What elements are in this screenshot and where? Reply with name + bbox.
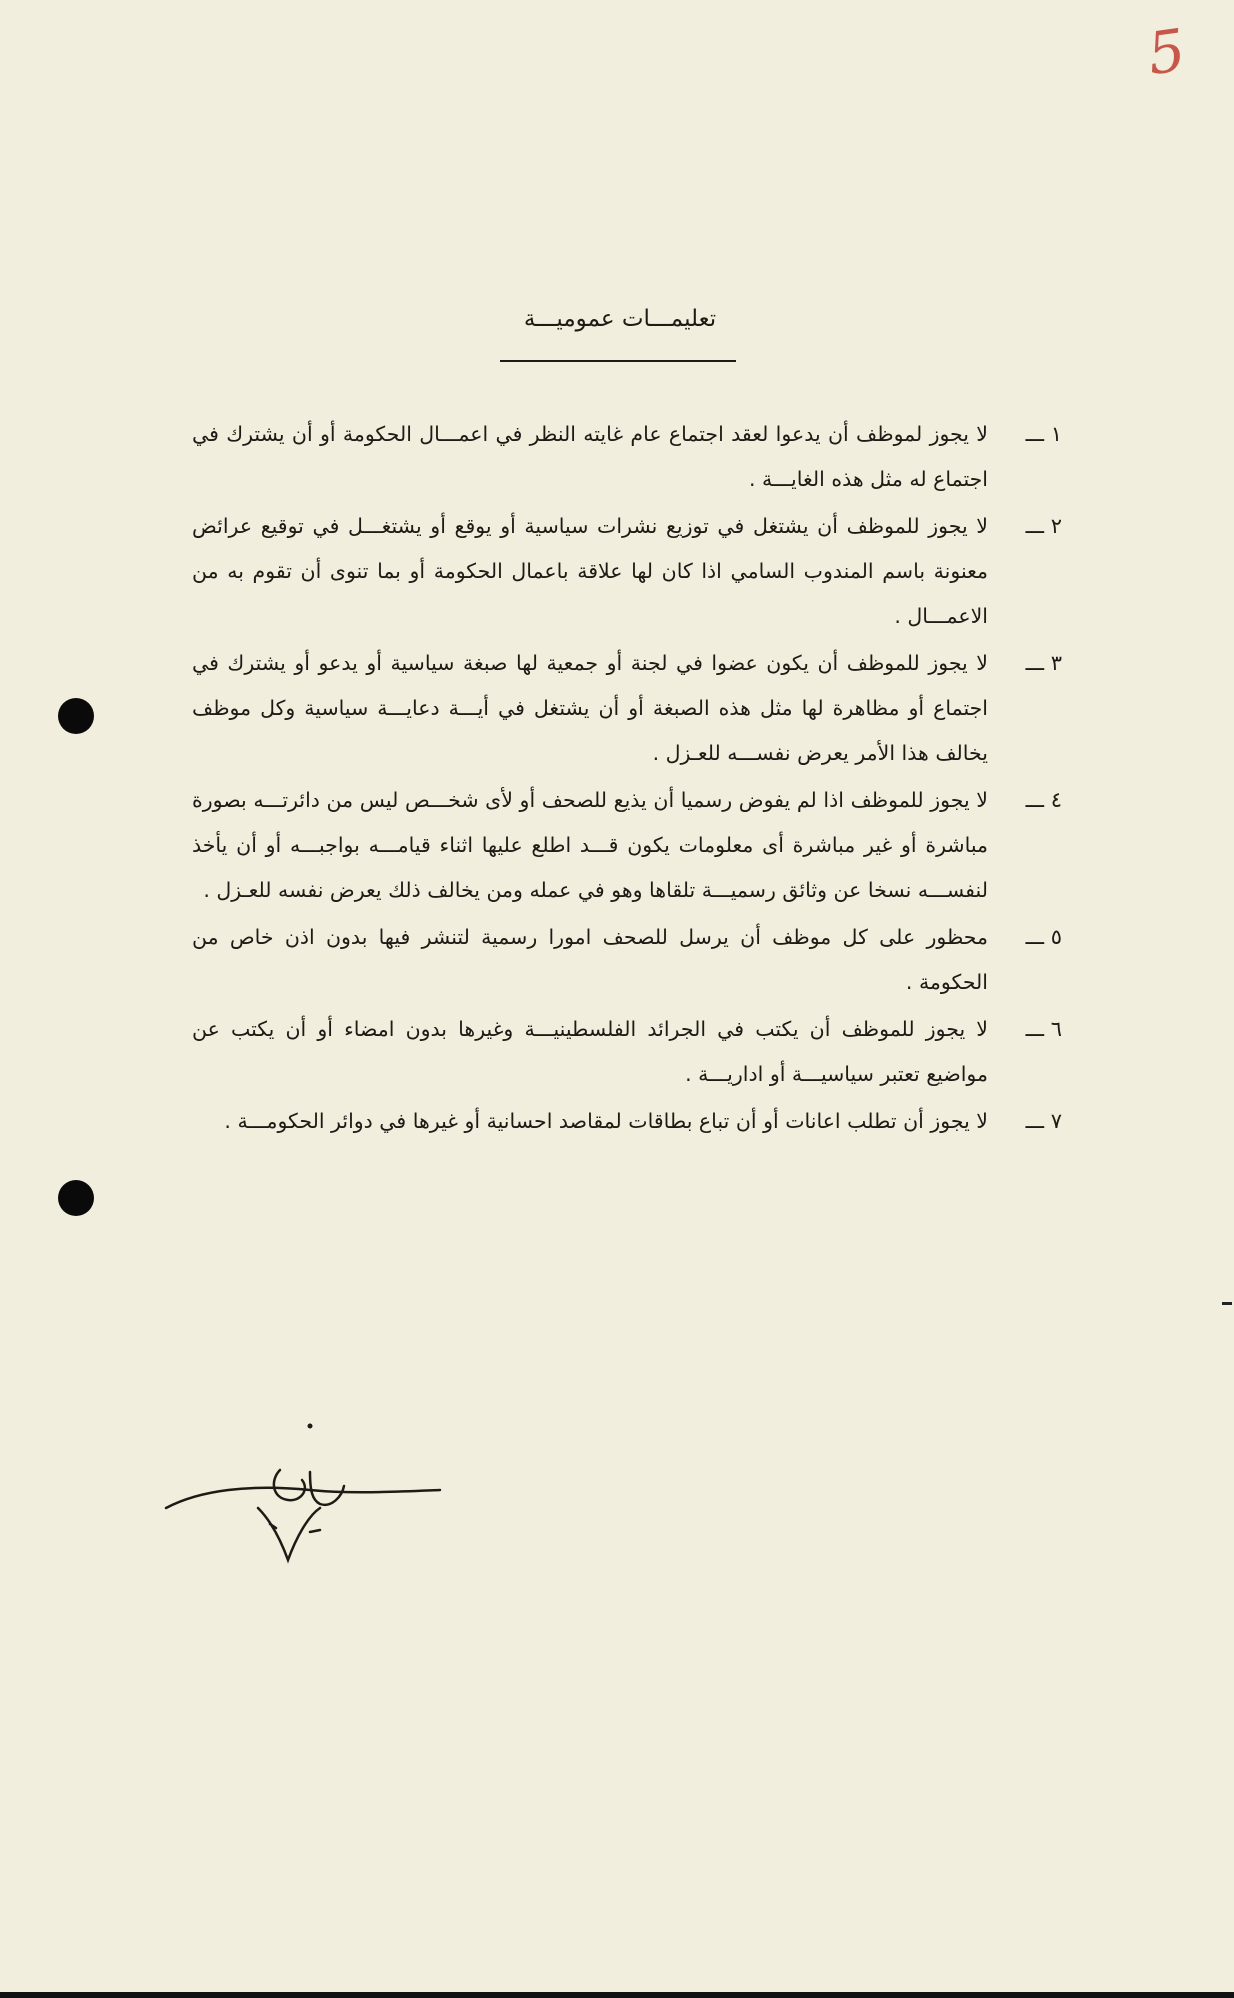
item-number: ٦ ـــ [1025,1017,1062,1041]
list-item [192,1099,1062,1144]
instructions-list [192,412,1062,1146]
punch-hole [58,1180,94,1216]
list-item [192,641,1062,776]
document-title: تعليمـــات عموميـــة [523,306,717,332]
list-item [192,412,1062,502]
margin-mark [1222,1302,1232,1305]
item-text: لا يجوز للموظف أن يكتب في الجرائد الفلسطينيـــة وغيرها بدون امضاء أو أن يكتب عن مواضيع تعتبر سياسيـــة أو اداريـــة . [192,1017,988,1086]
item-number: ٥ ـــ [1025,925,1062,949]
list-item [192,778,1062,913]
item-text: لا يجوز للموظف اذا لم يفوض رسميا أن يذيع للصحف أو لأى شخـــص ليس من دائرتـــه بصورة مباشرة أو غير مباشرة أى معلومات يكون قـــد اطلع عليها اثناء قيامـــه بواجبـــه أو أن يأخذ لنفســـه نسخا عن وثائق رسميـــة تلقاها وهو في عمله ومن يخالف ذلك يعرض نفسه للعـزل . [192,788,988,902]
list-item [192,1007,1062,1097]
item-number: ١ ـــ [1025,422,1062,446]
item-text: محظور على كل موظف أن يرسل للصحف امورا رسمية لتنشر فيها بدون اذن خاص من الحكومة . [192,925,988,994]
item-number: ٤ ـــ [1025,788,1062,812]
list-item [192,504,1062,639]
list-item [192,915,1062,1005]
item-number: ٣ ـــ [1025,651,1062,675]
title-underline [500,360,736,362]
item-number: ٧ ـــ [1025,1109,1062,1133]
punch-hole [58,698,94,734]
item-text: لا يجوز لموظف أن يدعوا لعقد اجتماع عام غايته النظر في اعمـــال الحكومة أو أن يشترك في اجتماع له مثل هذه الغايـــة . [192,422,988,491]
item-text: لا يجوز أن تطلب اعانات أو أن تباع بطاقات لمقاصد احسانية أو غيرها في دوائر الحكومـــة . [224,1109,988,1133]
item-text: لا يجوز للموظف أن يكون عضوا في لجنة أو جمعية لها صبغة سياسية أو يدعو أو يشترك في اجتماع أو مظاهرة لها مثل هذه الصبغة أو أن يشتغل في أيـــة دعايـــة سياسية وكل موظف يخالف هذا الأمر يعرض نفســـه للعـزل . [192,651,988,765]
item-number: ٢ ـــ [1025,514,1062,538]
page-number: 5 [1143,15,1190,89]
handwritten-signature [160,1420,460,1580]
scan-edge [0,1992,1234,1998]
item-text: لا يجوز للموظف أن يشتغل في توزيع نشرات سياسية أو يوقع أو يشتغـــل في توقيع عرائض معنونة باسم المندوب السامي اذا كان لها علاقة باعمال الحكومة أو بما تنوى أن تقوم به من الاعمـــال . [192,514,988,628]
